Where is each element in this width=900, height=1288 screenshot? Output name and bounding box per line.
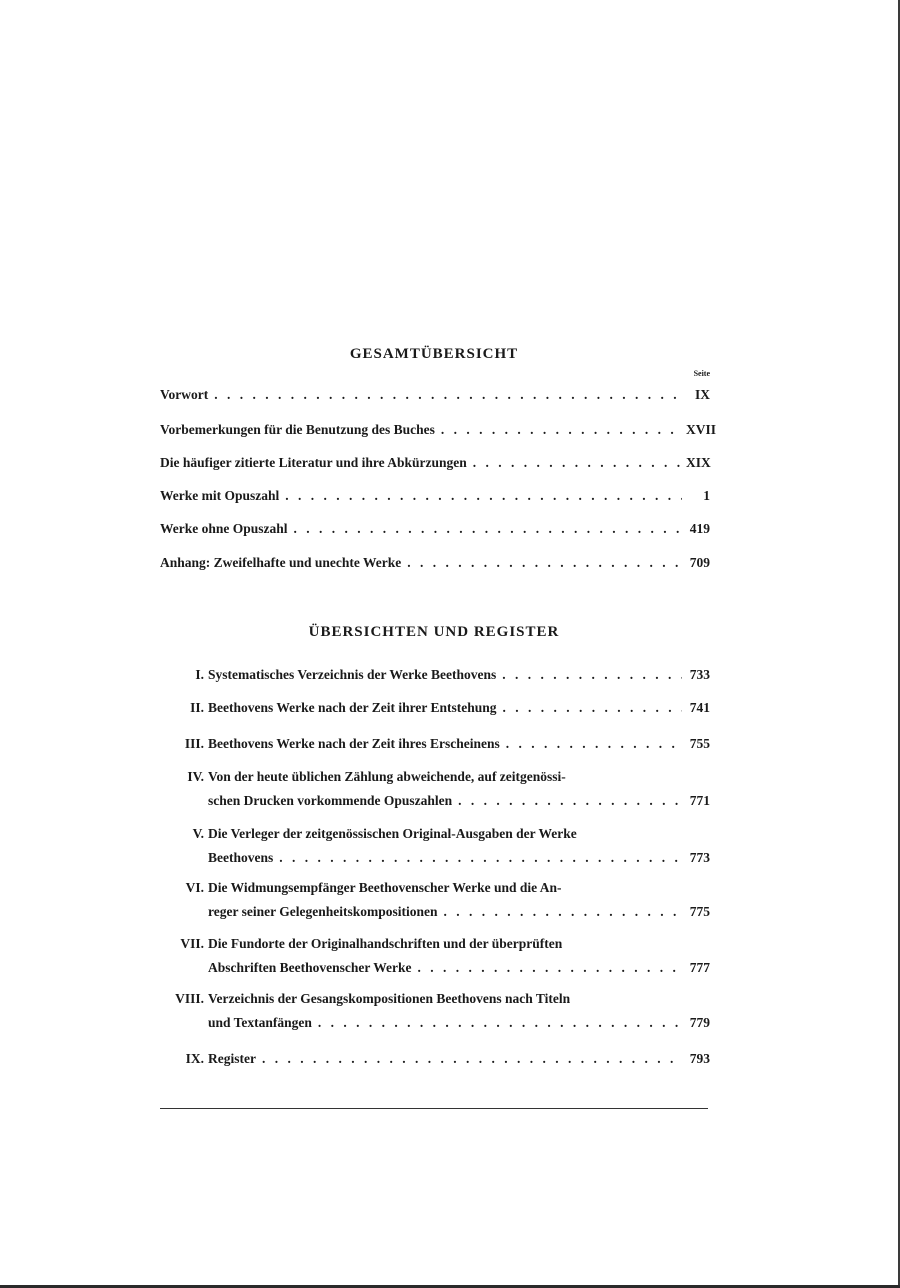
dot-leader — [285, 488, 682, 504]
register-numeral: III. — [184, 736, 204, 751]
toc-entry[interactable] — [160, 555, 710, 571]
register-entry[interactable] — [160, 1047, 710, 1071]
register-page: 775 — [689, 904, 710, 919]
register-text: Systematisches Verzeichnis der Werke Beethovens — [208, 667, 497, 682]
register-numeral: I. — [195, 667, 204, 682]
register-text: Die Fundorte der Originalhandschriften und der überprüften — [208, 936, 563, 951]
dot-leader — [214, 387, 682, 403]
dot-leader — [506, 732, 682, 756]
dot-leader — [294, 521, 682, 537]
toc-entry-label: Die häufiger zitierte Literatur und ihre Abkürzungen — [160, 455, 467, 470]
register-text: Beethovens Werke nach der Zeit ihres Erscheinens — [208, 736, 500, 751]
toc-entry-label: Werke ohne Opuszahl — [160, 521, 288, 536]
register-page: 741 — [689, 700, 710, 715]
register-text: Verzeichnis der Gesangskompositionen Beethovens nach Titeln — [208, 991, 571, 1006]
register-text-continued: Beethovens — [208, 850, 274, 865]
register-entry[interactable] — [160, 663, 710, 687]
register-text: Die Widmungsempfänger Beethovenscher Werke und die An- — [208, 880, 562, 895]
register-page: 755 — [689, 736, 710, 751]
register-page: 733 — [689, 667, 710, 682]
register-page: 779 — [689, 1015, 710, 1030]
dot-leader — [441, 422, 682, 438]
dot-leader — [443, 900, 682, 924]
register-text: Von der heute üblichen Zählung abweichende, auf zeitgenössi- — [208, 769, 566, 784]
register-text-continued: und Textanfängen — [208, 1015, 312, 1030]
toc-entry-page: 419 — [689, 521, 710, 536]
register-text: Beethovens Werke nach der Zeit ihrer Entstehung — [208, 700, 497, 715]
toc-entry-page: 709 — [689, 555, 710, 570]
dot-leader — [262, 1047, 682, 1071]
register-numeral: VI. — [185, 880, 204, 895]
register-entry[interactable] — [160, 987, 710, 1035]
register-text-continued: reger seiner Gelegenheitskompositionen — [208, 904, 438, 919]
register-numeral: II. — [190, 700, 204, 715]
toc-entry-page: XVII — [686, 422, 717, 437]
dot-leader — [473, 455, 682, 471]
register-numeral: VII. — [180, 936, 204, 951]
register-page: 773 — [689, 850, 710, 865]
register-text: Register — [208, 1051, 256, 1066]
toc-entry[interactable] — [160, 455, 710, 471]
register-text-continued: Abschriften Beethovenscher Werke — [208, 960, 412, 975]
toc-entry[interactable] — [160, 422, 717, 438]
register-entry[interactable] — [160, 732, 710, 756]
toc-entry-label: Vorbemerkungen für die Benutzung des Buches — [160, 422, 435, 437]
register-page: 793 — [689, 1051, 710, 1066]
toc-entry-label: Werke mit Opuszahl — [160, 488, 280, 503]
toc-entry[interactable] — [160, 488, 710, 504]
toc-entry[interactable] — [160, 521, 710, 537]
toc-title: GESAMTÜBERSICHT — [349, 346, 519, 362]
dot-leader — [279, 846, 682, 870]
page-column-label: Seite — [693, 369, 710, 378]
register-numeral: VIII. — [175, 991, 204, 1006]
register-numeral: IV. — [187, 769, 204, 784]
dot-leader — [417, 956, 682, 980]
toc-entry-label: Anhang: Zweifelhafte und unechte Werke — [160, 555, 402, 570]
toc-entry[interactable] — [160, 387, 710, 403]
register-entry[interactable] — [160, 696, 710, 720]
toc-entry-page: XIX — [686, 455, 711, 470]
register-numeral: IX. — [185, 1051, 204, 1066]
register-entry[interactable] — [160, 822, 710, 870]
register-entry[interactable] — [160, 765, 710, 813]
register-entry[interactable] — [160, 932, 710, 980]
dot-leader — [407, 555, 682, 571]
dot-leader — [502, 663, 682, 687]
dot-leader — [318, 1011, 682, 1035]
dot-leader — [503, 696, 682, 720]
register-page: 777 — [689, 960, 710, 975]
register-entry[interactable] — [160, 876, 710, 924]
dot-leader — [458, 789, 682, 813]
register-numeral: V. — [192, 826, 204, 841]
register-text-continued: schen Drucken vorkommende Opuszahlen — [208, 793, 453, 808]
toc-entry-page: IX — [694, 387, 710, 402]
toc-entry-label: Vorwort — [160, 387, 209, 402]
register-title: ÜBERSICHTEN UND REGISTER — [308, 624, 560, 640]
toc-entry-page: 1 — [703, 488, 710, 503]
closing-rule — [160, 1108, 708, 1109]
register-page: 771 — [689, 793, 710, 808]
register-text: Die Verleger der zeitgenössischen Original-Ausgaben der Werke — [208, 826, 577, 841]
